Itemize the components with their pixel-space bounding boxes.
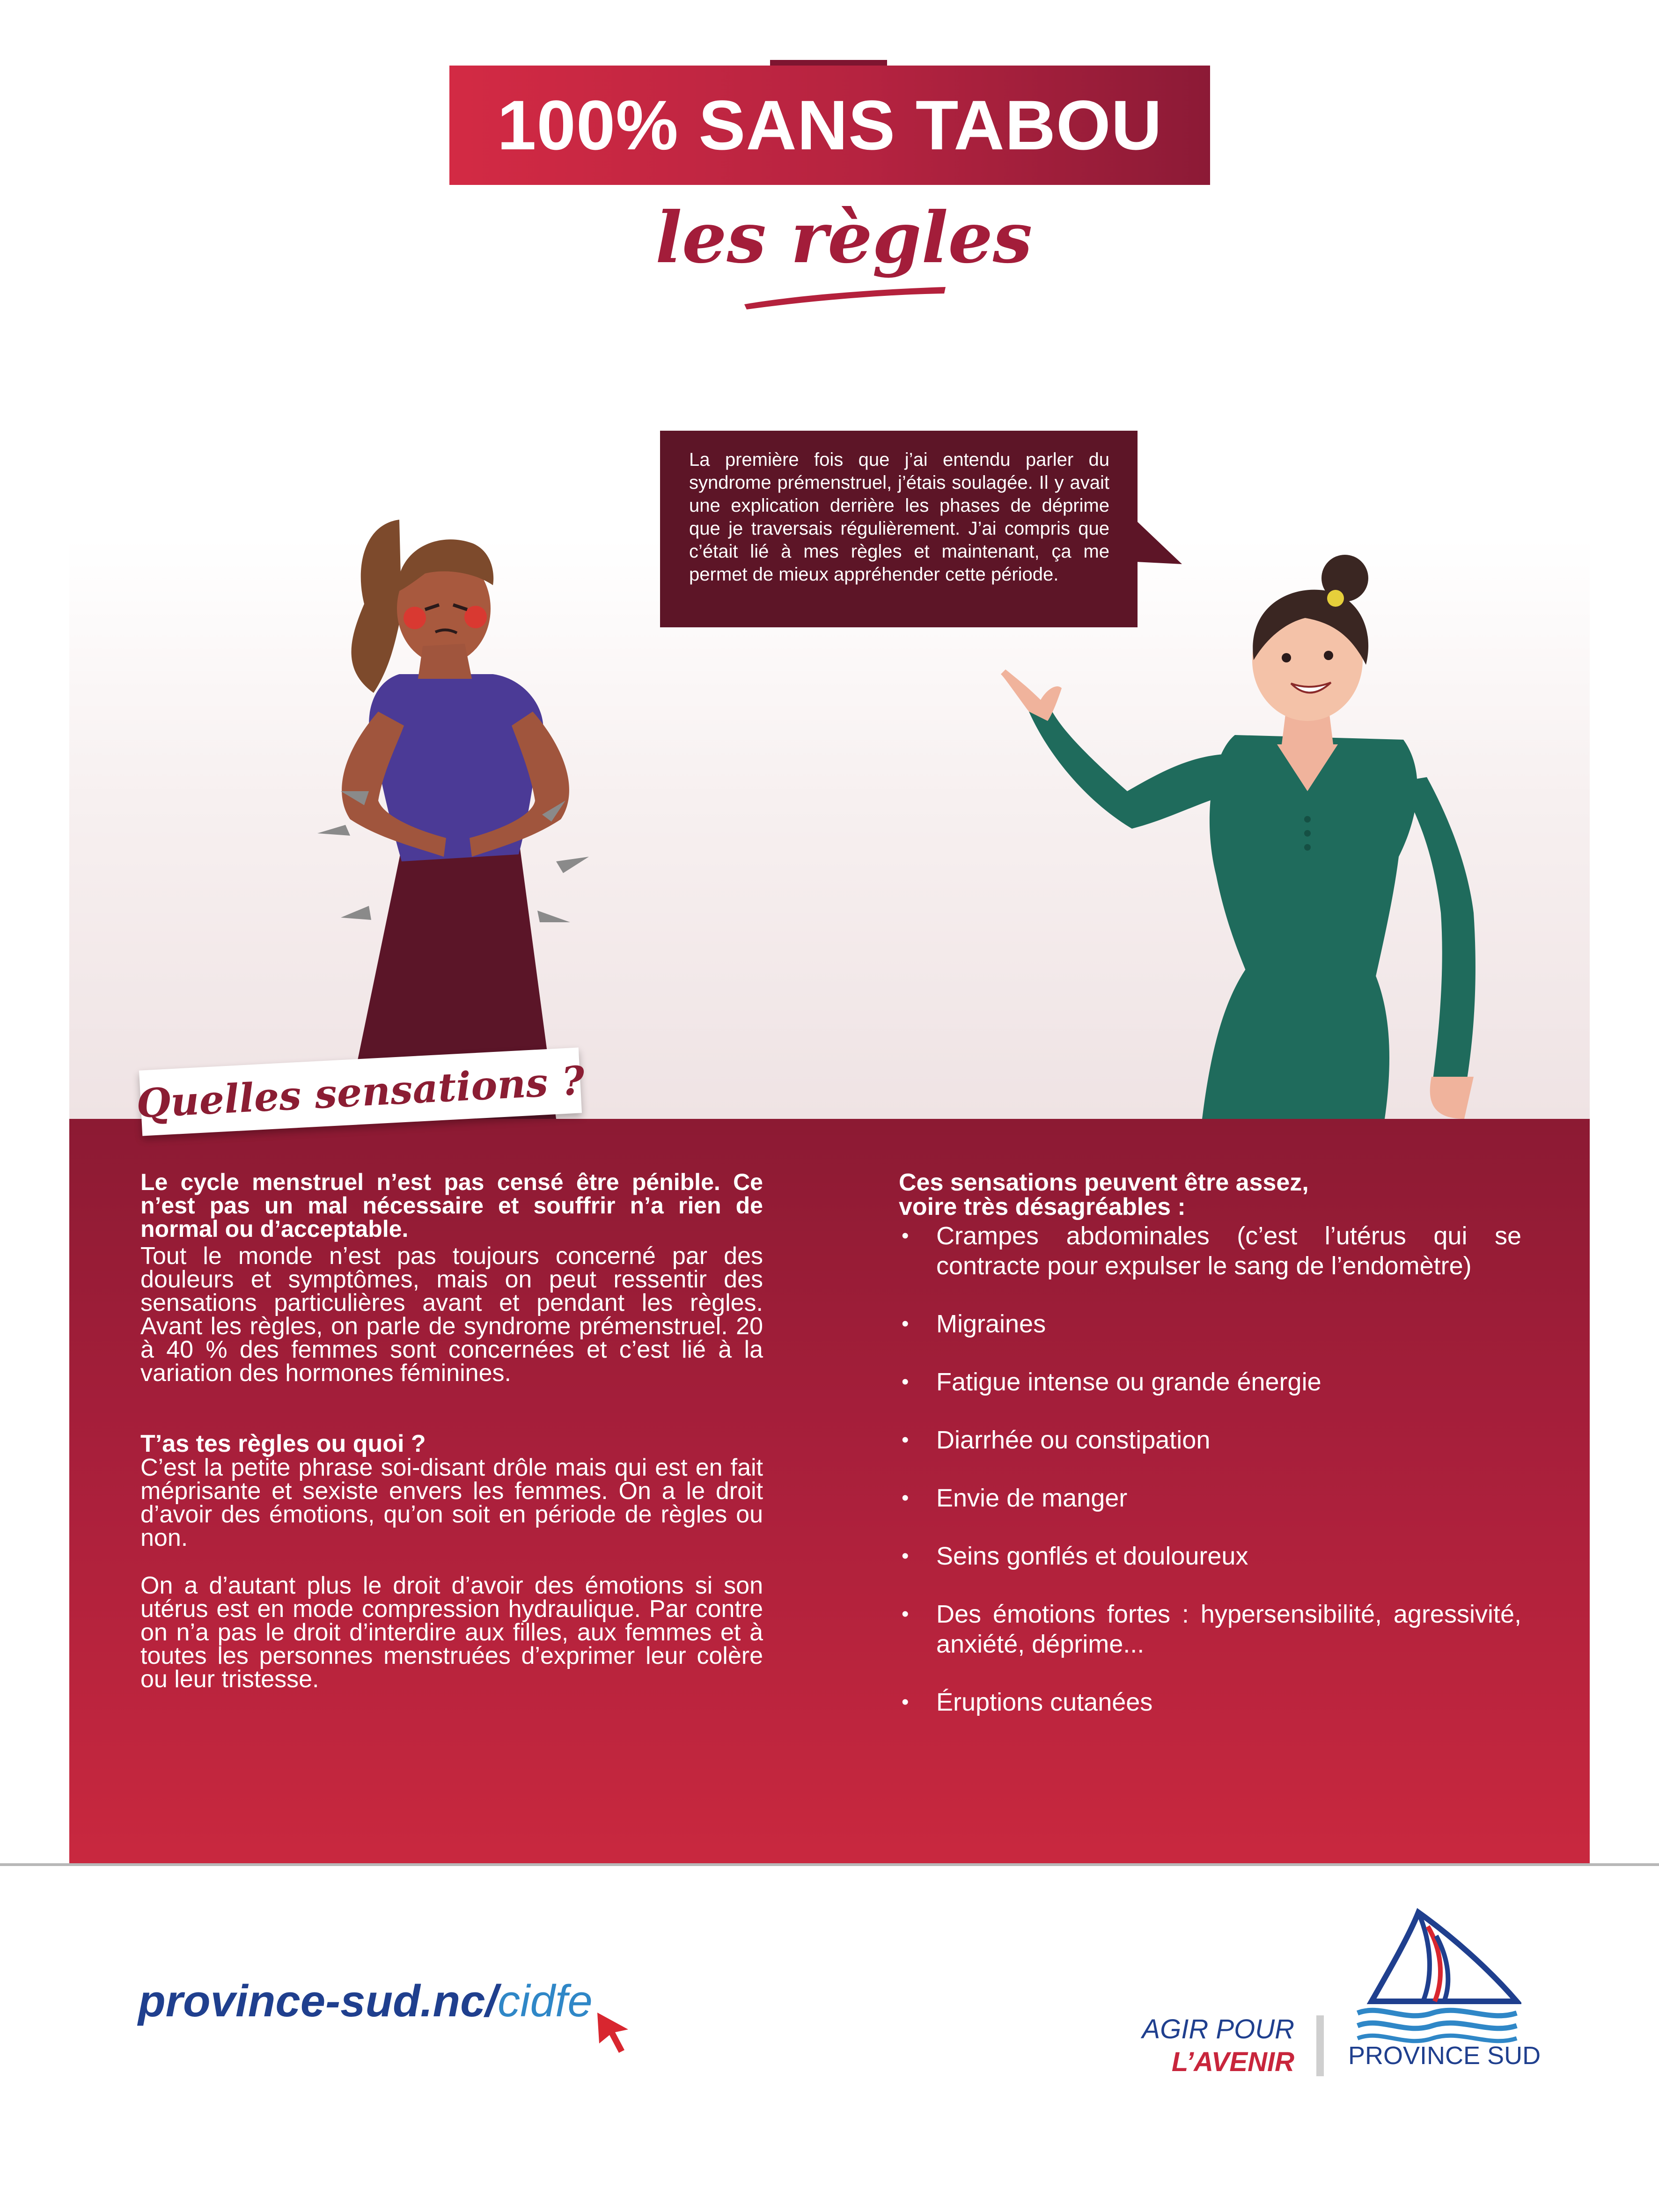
bullet-icon: • (902, 1486, 909, 1509)
right-intro-line-2: voire très désagréables : (899, 1193, 1186, 1220)
bullet-icon: • (902, 1428, 909, 1451)
bullet-icon: • (902, 1370, 909, 1393)
list-item (899, 1309, 1521, 1339)
left-column (140, 1170, 763, 1691)
logo-text: PROVINCE SUD (1348, 2042, 1541, 2070)
list-item (899, 1687, 1521, 1717)
slogan-line-1: AGIR POUR (1142, 2014, 1294, 2044)
list-item (899, 1483, 1521, 1513)
list-item (899, 1541, 1521, 1571)
slogan-line-2: L’AVENIR (1171, 2047, 1294, 2077)
speech-bubble-text: La première fois que j’ai entendu parler du syndrome prémenstruel, j’étais soulagée. Il y avait une explication derrière les phases de déprime que je traversais régulièrement. J’ai compris que c’était lié à mes règles et maintenant, ça me permet de mieux appréhender cette période. (689, 449, 1109, 585)
page-title: 100% SANS TABOU (497, 86, 1162, 164)
slogan (1121, 2013, 1294, 2079)
footer-divider-line (0, 1863, 1659, 1866)
footer-vertical-divider (1316, 2015, 1324, 2076)
woman-speaking-figure (1001, 555, 1475, 1119)
bullet-icon: • (902, 1544, 909, 1567)
symptom-list (899, 1221, 1521, 1717)
list-item-text: Fatigue intense ou grande énergie (936, 1368, 1321, 1396)
list-item-text: Envie de manger (936, 1484, 1128, 1512)
bullet-icon: • (902, 1602, 909, 1625)
bullet-icon: • (902, 1312, 909, 1335)
speech-bubble-tail (1135, 520, 1187, 571)
list-item-text: Diarrhée ou constipation (936, 1426, 1211, 1454)
list-item-text: Seins gonflés et douloureux (936, 1542, 1248, 1570)
section-label-text: Quelles sensations ? (135, 1057, 586, 1127)
website-link[interactable] (138, 1976, 593, 2027)
bullet-icon: • (902, 1224, 909, 1247)
left-paragraph-1: Tout le monde n’est pas toujours concerné par des douleurs et symptômes, mais on peut ressentir des sensations particulières avant et pendant les règles. Avant les règles, on parle de syndrome prémenstruel. 20 à 40 % des femmes sont concernées et c’est lié à la variation des hormones féminines. (140, 1242, 763, 1387)
page-subtitle: les règles (655, 197, 1033, 279)
list-item-text: Crampes abdominales (c’est l’utérus qui se contracte pour expulser le sang de l’endomètre) (936, 1222, 1521, 1280)
left-intro: Le cycle menstruel n’est pas censé être pénible. Ce n’est pas un mal nécessaire et souffrir n’a rien de normal ou d’acceptable. (140, 1169, 763, 1242)
list-item-text: Des émotions fortes : hypersensibilité, agressivité, anxiété, déprime... (936, 1600, 1521, 1658)
left-paragraph-3: On a d’autant plus le droit d’avoir des émotions si son utérus est en mode compression hydraulique. Par contre on n’a pas le droit d’interdire aux filles, aux femmes et à toutes les personnes menstruées d’exprimer leur colère ou leur tristesse. (140, 1572, 763, 1693)
website-path[interactable]: cidfe (498, 1976, 593, 2026)
list-item (899, 1425, 1521, 1455)
left-paragraph-2: C’est la petite phrase soi-disant drôle mais qui est en fait méprisante et sexiste envers les femmes. On a le droit d’avoir des émotions, qu’on soit en période de règles ou non. (140, 1454, 763, 1551)
list-item (899, 1367, 1521, 1397)
website-domain[interactable]: province-sud.nc/ (138, 1976, 498, 2026)
cursor-arrow-icon (595, 2011, 633, 2055)
left-subheading: T’as tes règles ou quoi ? (140, 1430, 426, 1457)
right-intro-line-1: Ces sensations peuvent être assez, (899, 1169, 1309, 1196)
list-item (899, 1599, 1521, 1659)
list-item-text: Migraines (936, 1310, 1046, 1338)
woman-in-pain-figure (317, 520, 589, 1119)
province-sud-logo (1353, 1908, 1521, 2043)
subtitle-underline (742, 283, 948, 311)
list-item-text: Éruptions cutanées (936, 1688, 1153, 1716)
list-item (899, 1221, 1521, 1281)
speech-bubble (660, 431, 1138, 627)
title-banner (449, 66, 1210, 185)
bullet-icon: • (902, 1690, 909, 1713)
right-column (899, 1170, 1521, 1745)
